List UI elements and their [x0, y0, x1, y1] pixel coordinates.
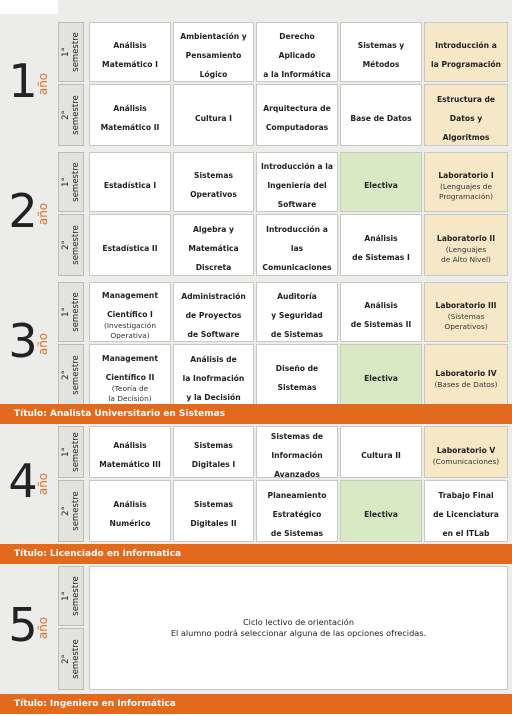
year-word-text: año — [36, 616, 50, 640]
orientation-cycle-cell — [89, 566, 508, 690]
year-word-text: año — [36, 472, 50, 496]
course-cell — [89, 344, 171, 406]
course-subtitle: (Lenguajes de Programación) — [439, 181, 493, 201]
course-title: Introducción a la Programación — [431, 41, 501, 69]
year-number: 5 — [8, 598, 38, 652]
course-cell — [424, 214, 508, 276]
course-cell — [340, 344, 422, 406]
course-title: Análisis de Sistemas I — [352, 234, 410, 262]
course-cell — [340, 480, 422, 542]
course-title: Cultura II — [361, 450, 401, 460]
course-cell — [89, 84, 171, 146]
semester-label — [58, 426, 84, 478]
course-cell — [340, 426, 422, 478]
year-number: 4 — [8, 454, 38, 508]
year-word-label — [36, 194, 50, 234]
course-cell — [256, 84, 338, 146]
course-cell — [89, 426, 171, 478]
course-cell — [340, 214, 422, 276]
course-title: Análisis de la Inofrmación y la Decisión — [182, 354, 245, 402]
course-cell — [340, 84, 422, 146]
semester-label-text: 2° semestre — [61, 355, 81, 395]
year-number: 2 — [8, 184, 38, 238]
course-cell — [424, 426, 508, 478]
course-subtitle: (Sistemas Operativos) — [444, 311, 488, 331]
course-subtitle: (Bases de Datos) — [434, 379, 498, 389]
semester-label-text: 2° semestre — [61, 639, 81, 679]
course-title: Arquitectura de Computadoras — [263, 104, 331, 132]
course-cell — [173, 84, 254, 146]
course-cell — [173, 344, 254, 406]
course-cell — [424, 282, 508, 342]
course-cell — [424, 480, 508, 542]
course-subtitle: (Lenguajes de Alto Nivel) — [441, 244, 491, 264]
course-subtitle: (Teoría de la Decisión) — [108, 384, 152, 403]
course-title: Estructura de Datos y Algoritmos — [436, 94, 496, 142]
course-cell — [424, 22, 508, 82]
course-subtitle: (Investigación Operativa) — [103, 321, 156, 340]
semester-label-text: 1° semestre — [61, 162, 81, 202]
course-cell — [256, 426, 338, 478]
year-number: 3 — [8, 314, 38, 368]
course-cell — [89, 282, 171, 342]
course-title: Base de Datos — [350, 113, 412, 123]
course-title: Laboratorio II — [436, 233, 496, 243]
course-title: Análisis Matemático II — [100, 104, 160, 132]
course-title: Ambientación y Pensamiento Lógico — [180, 31, 247, 79]
course-title: Análisis Matemático I — [102, 41, 158, 69]
year-number: 1 — [8, 54, 38, 108]
course-title: Electiva — [364, 180, 398, 190]
course-title: Administración de Proyectos de Software — [181, 291, 246, 339]
year-word-label — [36, 64, 50, 104]
course-title: Auditoría y Seguridad de Sistemas — [270, 291, 324, 339]
semester-label-text: 2° semestre — [61, 95, 81, 135]
course-title: Sistemas Operativos — [190, 171, 237, 199]
course-title: Trabajo Final de Licenciatura en el ITLab — [433, 490, 499, 538]
course-cell — [89, 22, 171, 82]
semester-label — [58, 84, 84, 146]
course-subtitle: (Comunicaciones) — [432, 456, 500, 466]
semester-label-text: 1° semestre — [61, 432, 81, 472]
semester-label-text: 1° semestre — [61, 576, 81, 616]
semester-label — [58, 344, 84, 406]
course-title: Diseño de Sistemas — [275, 364, 319, 392]
degree-title-bar: Título: Licenciado en Informatica — [0, 544, 512, 564]
course-title: Sistemas y Métodos — [357, 41, 405, 69]
course-cell — [89, 214, 171, 276]
degree-title-bar: Título: Analista Universitario en Sistemas — [0, 404, 512, 424]
course-title: Management Científico II — [102, 354, 158, 383]
course-title: Derecho Aplicado a la Informática — [263, 31, 331, 79]
course-cell — [256, 480, 338, 542]
year-word-text: año — [36, 72, 50, 96]
course-title: Cultura I — [195, 113, 232, 123]
course-cell — [424, 152, 508, 212]
course-cell — [256, 344, 338, 406]
semester-label-text: 2° semestre — [61, 225, 81, 265]
orientation-cycle-text: Ciclo lectivo de orientación El alumno podrá seleccionar alguna de las opciones ofrecidas. — [170, 617, 427, 638]
year-word-text: año — [36, 332, 50, 356]
top-bar — [58, 0, 512, 14]
year-word-label — [36, 608, 50, 648]
year-word-label — [36, 464, 50, 504]
course-title: Electiva — [364, 509, 398, 519]
course-cell — [424, 344, 508, 406]
course-cell — [256, 152, 338, 212]
semester-label — [58, 480, 84, 542]
year-word-label — [36, 324, 50, 364]
semester-label — [58, 214, 84, 276]
semester-label — [58, 566, 84, 626]
course-cell — [340, 152, 422, 212]
course-title: Análisis Numérico — [109, 500, 151, 528]
semester-label-text: 2° semestre — [61, 491, 81, 531]
course-cell — [89, 152, 171, 212]
course-title: Estadística II — [102, 243, 158, 253]
semester-label — [58, 152, 84, 212]
degree-title-bar: Título: Ingeniero en Informática — [0, 694, 512, 714]
course-title: Estadística I — [103, 180, 157, 190]
course-cell — [173, 152, 254, 212]
course-cell — [340, 282, 422, 342]
course-title: Sistemas Digitales II — [190, 500, 237, 528]
course-cell — [173, 480, 254, 542]
course-cell — [424, 84, 508, 146]
semester-label — [58, 282, 84, 342]
semester-label-text: 1° semestre — [61, 32, 81, 72]
course-title: Introducción a la Ingeniería del Software — [260, 161, 334, 209]
course-cell — [173, 282, 254, 342]
course-title: Introducción a las Comunicaciones — [262, 224, 332, 272]
course-cell — [173, 22, 254, 82]
course-title: Management Científico I — [102, 291, 158, 320]
course-title: Planeamiento Estratégico de Sistemas — [267, 490, 327, 538]
course-cell — [256, 282, 338, 342]
year-word-text: año — [36, 202, 50, 226]
course-cell — [173, 426, 254, 478]
course-title: Algebra y Matemática Discreta — [188, 224, 239, 272]
course-cell — [256, 214, 338, 276]
course-title: Laboratorio IV — [435, 368, 497, 378]
course-cell — [256, 22, 338, 82]
course-cell — [89, 480, 171, 542]
course-title: Análisis de Sistemas II — [350, 301, 412, 329]
course-title: Laboratorio I — [438, 170, 494, 180]
semester-label — [58, 22, 84, 82]
course-title: Sistemas Digitales I — [191, 441, 236, 469]
course-cell — [173, 214, 254, 276]
course-title: Laboratorio III — [435, 300, 497, 310]
course-cell — [340, 22, 422, 82]
course-title: Sistemas de Información Avanzados — [270, 431, 324, 479]
semester-label-text: 1° semestre — [61, 292, 81, 332]
course-title: Laboratorio V — [436, 445, 496, 455]
course-title: Análisis Matemático III — [99, 441, 161, 469]
semester-label — [58, 628, 84, 690]
course-title: Electiva — [364, 373, 398, 383]
